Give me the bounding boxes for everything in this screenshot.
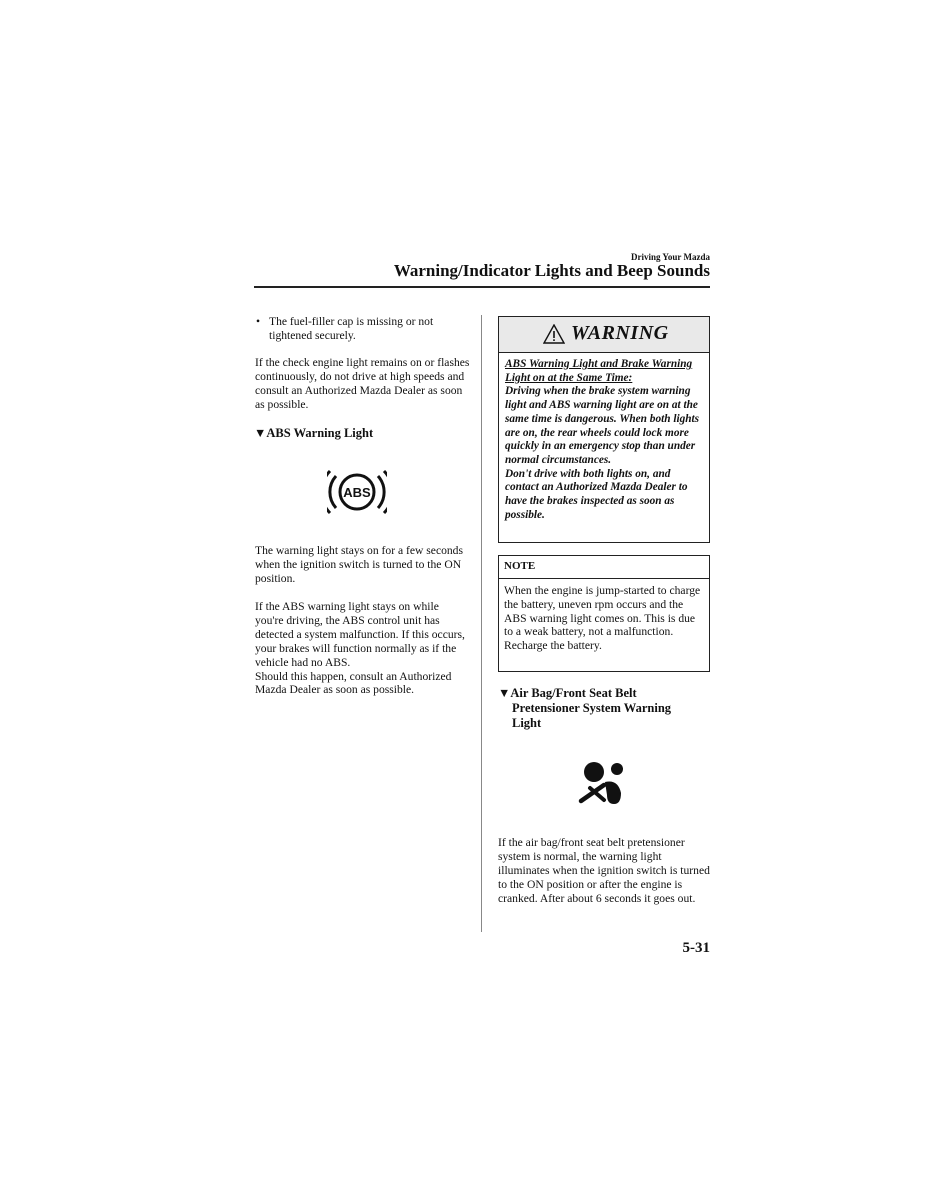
airbag-heading — [498, 686, 710, 731]
column-divider — [481, 315, 482, 932]
airbag-heading-line-1: ▼Air Bag/Front Seat Belt — [498, 686, 637, 700]
abs-icon-text: ABS — [343, 485, 371, 500]
check-engine-paragraph: If the check engine light remains on or flashes continuously, do not drive at high speeds and consult an Authorized Mazda Dealer as soon as possible. — [255, 356, 470, 411]
note-box — [498, 555, 710, 672]
note-label: NOTE — [504, 560, 536, 572]
bullet-dot: • — [256, 315, 261, 328]
warning-text-1: Driving when the brake system warning light and ABS warning light are on at the same time is dangerous. When both lights are on, the rear wheels could lock more quickly in an emergency stop than under normal circumstances. — [505, 385, 700, 466]
note-text-1: When the engine is jump-started to charge the battery, uneven rpm occurs and the ABS warning light comes on. This is due to a weak battery, not a malfunction. — [504, 584, 701, 639]
warning-body — [505, 358, 705, 522]
airbag-heading-line-3: Light — [512, 716, 542, 730]
abs-paragraph-2 — [255, 600, 470, 697]
warning-header — [499, 317, 709, 353]
page-title: Warning/Indicator Lights and Beep Sounds — [393, 261, 710, 280]
warning-subtitle: ABS Warning Light and Brake Warning Light on at the Same Time: — [505, 358, 693, 384]
note-text-2: Recharge the battery. — [504, 639, 602, 653]
note-header — [499, 556, 709, 579]
warning-text-2: Don't drive with both lights on, and contact an Authorized Mazda Dealer to have the brakes inspected as soon as possible. — [505, 467, 688, 521]
abs-paragraph-2b: Should this happen, consult an Authorized Mazda Dealer as soon as possible. — [255, 669, 452, 697]
warning-triangle-icon — [543, 324, 565, 344]
airbag-heading-line-2: Pretensioner System Warning — [512, 701, 672, 715]
airbag-warning-icon — [577, 757, 629, 809]
bullet-text: The fuel-filler cap is missing or not tightened securely. — [269, 315, 434, 342]
warning-box — [498, 316, 710, 543]
airbag-paragraph: If the air bag/front seat belt pretensioner system is normal, the warning light illuminates when the ignition switch is turned to the ON position or after the engine is cranked. After about 6 seconds it goes out. — [498, 836, 710, 905]
abs-paragraph-2a: If the ABS warning light stays on while you're driving, the ABS control unit has detected a system malfunction. If this occurs, your brakes will function normally as if the vehicle had no ABS. — [255, 600, 465, 669]
section-label: Driving Your Mazda — [630, 252, 710, 262]
abs-paragraph-1: The warning light stays on for a few seconds when the ignition switch is turned to the ON position. — [255, 544, 463, 585]
abs-heading: ▼ABS Warning Light — [254, 426, 374, 440]
note-body — [504, 584, 704, 653]
page-number: 5-31 — [682, 940, 710, 956]
title-rule — [254, 286, 710, 288]
abs-warning-icon — [327, 466, 387, 518]
warning-label: WARNING — [571, 322, 669, 344]
